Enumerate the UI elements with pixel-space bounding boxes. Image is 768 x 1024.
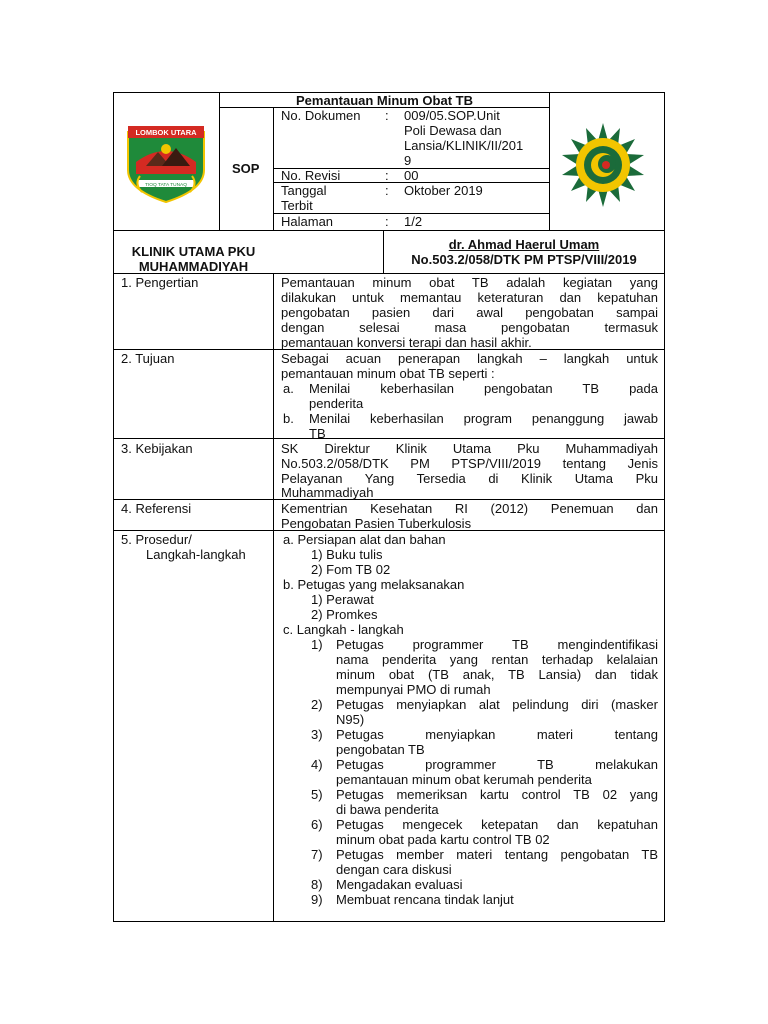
tanggal-label-2: Terbit [281, 198, 313, 213]
halaman-value: 1/2 [404, 214, 423, 229]
no-revisi-value: 00 [404, 168, 419, 183]
sop-label: SOP [232, 161, 260, 176]
lombok-utara-logo [124, 122, 208, 204]
section-label-prosedur: 5. Prosedur/ [121, 532, 192, 547]
colon: : [385, 168, 389, 183]
colon: : [385, 183, 389, 198]
section-label-prosedur-2: Langkah-langkah [146, 547, 246, 562]
muhammadiyah-logo [556, 122, 650, 208]
colon: : [385, 108, 389, 123]
clinic-name-2: MUHAMMADIYAH [138, 259, 249, 274]
section-label-tujuan: 2. Tujuan [121, 351, 175, 366]
tanggal-label: Tanggal [281, 183, 327, 198]
signer-number: No.503.2/058/DTK PM PTSP/VIII/2019 [411, 252, 637, 267]
document-title: Pemantauan Minum Obat TB [296, 93, 473, 108]
section-label-pengertian: 1. Pengertian [121, 275, 199, 290]
clinic-name: KLINIK UTAMA PKU [131, 244, 256, 259]
colon: : [385, 214, 389, 229]
section-label-kebijakan: 3. Kebijakan [121, 441, 193, 456]
tanggal-value: Oktober 2019 [404, 183, 483, 198]
svg-text:LOMBOK UTARA: LOMBOK UTARA [135, 128, 197, 137]
svg-text:TIOQ TATA TUNAQ: TIOQ TATA TUNAQ [145, 183, 187, 188]
signer-name: dr. Ahmad Haerul Umam [448, 237, 600, 252]
section-label-referensi: 4. Referensi [121, 501, 192, 516]
no-revisi-label: No. Revisi [281, 168, 341, 183]
halaman-label: Halaman [281, 214, 334, 229]
no-dokumen-label: No. Dokumen [281, 108, 361, 123]
